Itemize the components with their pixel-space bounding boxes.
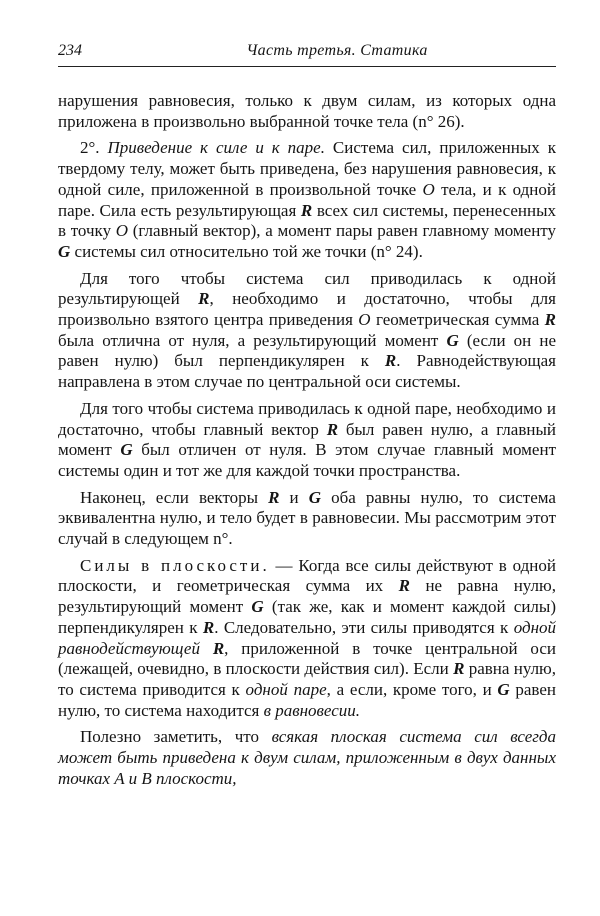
vector-g: G (251, 597, 264, 617)
text-run: , приложенной в точке центральной оси (лежащей, очевидно, в плоскости действия сил). Если (58, 638, 556, 679)
text-run: геометрическая сумма (370, 310, 545, 330)
emphasis: одной паре (245, 679, 327, 699)
text-run: Для того чтобы система сил приводилась к одной результирующей (58, 268, 556, 309)
paragraph-two-forces (58, 727, 556, 789)
emphasis: всякая плоская система сил всегда может быть приведена к двум силам, приложенным в двух данных точках A и B плоскости, (58, 727, 556, 788)
symbol-o: O (358, 310, 371, 330)
text-run: Полезно заметить, что (80, 727, 272, 747)
text-run: (если он не равен нулю) был перпендикулярен к (58, 330, 556, 371)
section-heading: Приведение к силе и к паре. (107, 138, 325, 158)
paragraph-equilibrium (58, 488, 556, 550)
text-run: равен нулю, то система находится (58, 679, 557, 720)
running-title: Часть третья. Статика (246, 42, 428, 59)
text-run: всех сил системы, перенесенных в точку (58, 200, 556, 241)
text-run: — Когда все силы действуют в одной плоскости, и геометрическая сумма их (58, 555, 557, 596)
paragraph-single-resultant (58, 269, 556, 393)
text-run: Для того чтобы система приводилась к одной паре, необходимо и достаточно, чтобы главный вектор (58, 398, 556, 439)
text-run: была отлична от нуля, а результирующий момент (58, 330, 447, 350)
vector-g: G (120, 440, 133, 460)
vector-r: R (198, 289, 210, 309)
text-run: Система сил, приложенных к твердому телу, может быть приведена, без нарушения равновесия, к одной силе, приложенной в произвольной точке (58, 138, 556, 199)
text-run: . Следовательно, эти силы приводятся к (214, 617, 514, 637)
text-run: (главный вектор), а момент пары равен главному моменту (128, 221, 556, 241)
page-header (58, 38, 556, 67)
paragraph-plane-forces (58, 556, 556, 722)
vector-r: R (212, 638, 225, 658)
vector-g: G (497, 679, 510, 699)
emphasis: в равновесии. (263, 700, 361, 720)
symbol-o: O (422, 179, 435, 199)
section-number: 2°. (80, 138, 108, 158)
text-run: (так же, как и момент каждой силы) перпендикулярен к (58, 597, 556, 637)
spaced-heading: Силы в плоскости. (80, 555, 270, 575)
text-run: и (279, 487, 309, 507)
vector-r: R (202, 617, 215, 637)
text-run: системы сил относительно той же точки (n° 24). (70, 241, 423, 261)
vector-r: R (268, 487, 280, 507)
text-run: не равна нулю, результирующий момент (58, 576, 556, 617)
paragraph-reduction-force-pair (58, 138, 556, 262)
text-run: равна нулю, то система приводится к (58, 659, 557, 699)
book-page (58, 38, 556, 790)
emphasis: одной равнодействующей (58, 617, 556, 658)
text-run: нарушения равновесия, только к двум силам, из которых одна приложена в произвольно выбранной точке тела (n° 26). (58, 91, 556, 131)
vector-r: R (398, 576, 410, 596)
paragraph-single-pair (58, 399, 556, 482)
vector-r: R (453, 659, 465, 679)
vector-r: R (300, 200, 313, 220)
vector-r: R (326, 419, 339, 439)
text-run: , а если, кроме того, и (326, 679, 498, 699)
text-run: был отличен от нуля. В этом случае главный момент системы один и тот же для каждой точки пространства. (58, 440, 556, 480)
text-run: тела, и к одной паре. Сила есть результирующая (58, 179, 556, 220)
text-run: оба равны нулю, то система эквивалентна нулю, и тело будет в равновесии. Мы рассмотрим этот случай в следующем n°. (58, 487, 556, 549)
text-run: , необходимо и достаточно, чтобы для произвольно взятого центра приведения (58, 289, 556, 330)
text-run (200, 639, 213, 658)
page-body (58, 91, 556, 790)
text-run: Наконец, если векторы (80, 487, 269, 507)
symbol-o: O (115, 221, 129, 241)
text-run: . Равнодействующая направлена в этом случае по центральной оси системы. (58, 351, 556, 392)
paragraph-continuation (58, 91, 556, 132)
vector-r: R (544, 310, 557, 330)
vector-g: G (308, 487, 321, 507)
page-number: 234 (58, 42, 82, 59)
vector-g: G (446, 330, 459, 350)
vector-r: R (384, 351, 397, 371)
vector-g: G (58, 241, 71, 261)
text-run: был равен нулю, а главный момент (58, 419, 556, 460)
